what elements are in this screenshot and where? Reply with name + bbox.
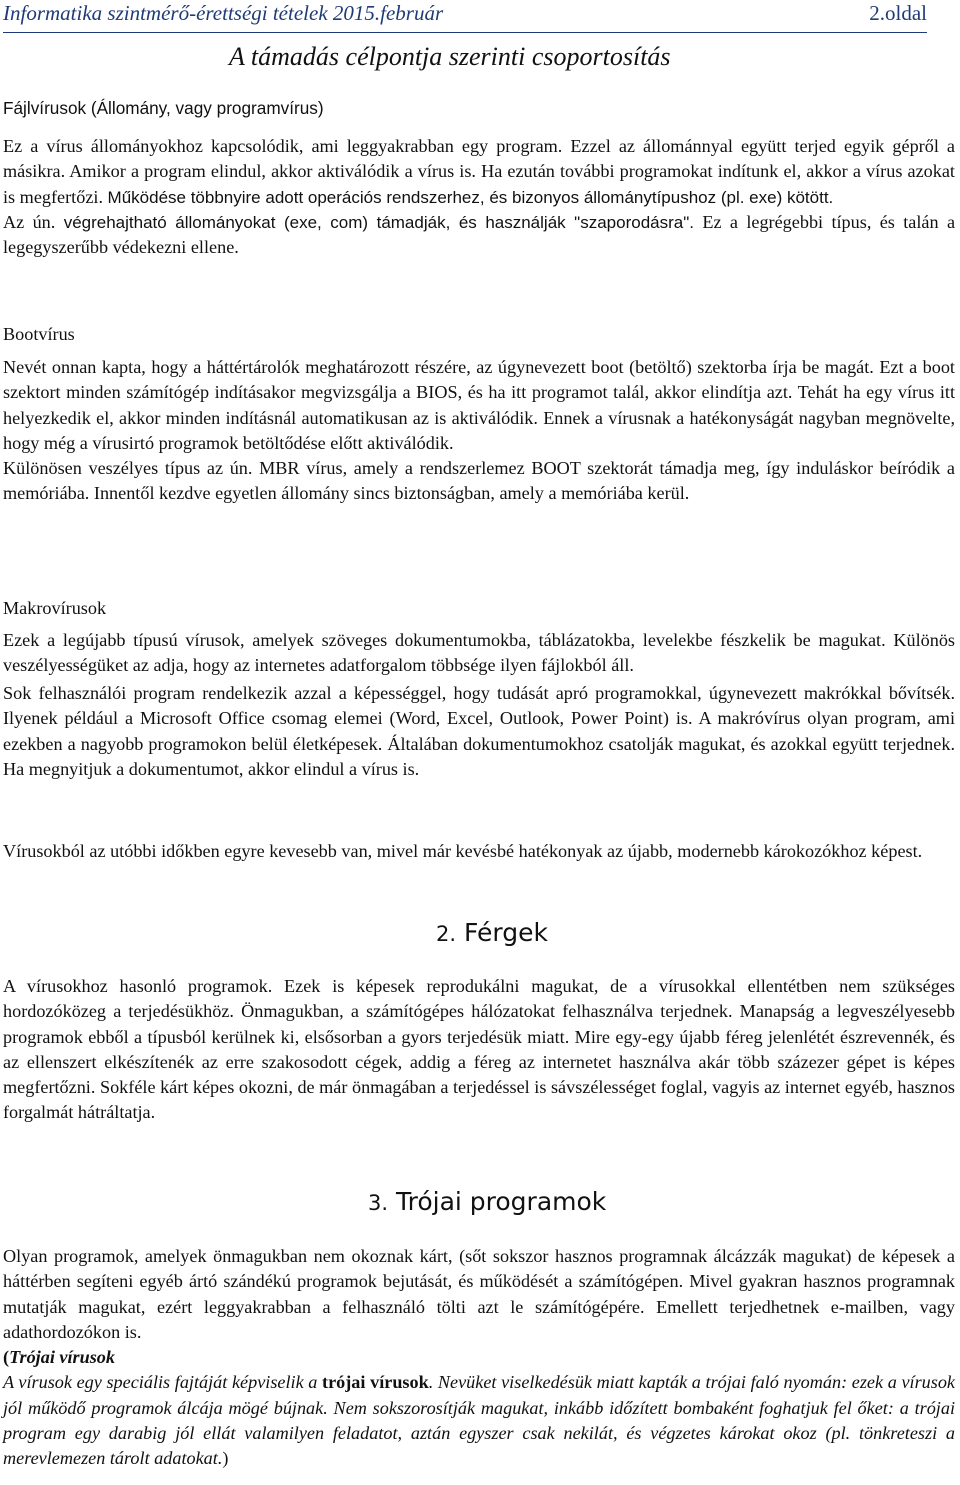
file-virus-body — [3, 134, 955, 260]
header-divider — [3, 32, 927, 33]
trojans-body — [3, 1244, 955, 1472]
macro-virus-paragraph-3: Vírusokból az utóbbi időkben egyre kevesebb van, mivel már kevésbé hatékonyak az újabb, modernebb károkozókhoz képest. — [3, 841, 923, 861]
file-virus-heading: Fájlvírusok (Állomány, vagy programvírus) — [3, 98, 324, 118]
trojans-subheading-text: Trójai vírusok — [9, 1347, 115, 1368]
header-title: Informatika szintmérő-érettségi tételek 2015.február — [3, 1, 444, 25]
macro-virus-body — [3, 628, 955, 679]
boot-virus-paragraph-2: Különösen veszélyes típus az ún. MBR vírus, amely a rendszerlemez BOOT szektorát támadja meg, így induláskor beíródik a memóriába. Innentől kezdve egyetlen állomány sincs biztonságban, amely a memóriába kerül. — [3, 458, 955, 504]
worms-title: Férgek — [464, 918, 548, 947]
trojans-number: 3. — [368, 1191, 389, 1215]
file-virus-text-1-sans: Működése többnyire adott operációs rendszerhez, és bizonyos állománytípushoz (pl. exe) kötött. — [107, 187, 834, 207]
trojans-text-2b: . Nevüket viselkedésük miatt kapták a trójai faló nyomán: ezek a vírusok jól működő programok álcája mögé bújnak. Nem sokszorosítják magukat, inkább időzített bombaként foghatjuk fel őket: a trójai program egy darabig jól ellát valamilyen feladatot, aztán egyszer csak nekilát, és végzetes károkat okoz (pl. tönkreteszi a merevlemezen tárolt adatokat. — [3, 1372, 955, 1469]
file-virus-paragraph-2 — [3, 210, 955, 261]
file-virus-text-2-sans: végrehajtható állományokat (exe, com) támadják, és használják "szaporodásra". — [63, 212, 694, 232]
macro-virus-paragraph-1: Ezek a legújabb típusú vírusok, amelyek szöveges dokumentumokba, táblázatokba, levelekbe fészkelik be magukat. Különös veszélyességüket az adja, hogy az internetes adatforgalom többsége ilyen fájlokból áll. — [3, 630, 955, 676]
trojans-paragraph-2 — [3, 1370, 955, 1471]
boot-virus-section — [3, 322, 955, 347]
macro-virus-paragraph-2: Sok felhasználói program rendelkezik azzal a képességgel, hogy tudását apró programokkal, úgynevezett makrókkal bővítsék. Ilyenek például a Microsoft Office csomag elemei (Word, Excel, Outlook, Power Point) is. A makróvírus olyan program, ami ezekben a nagyobb programokon belül életképesek. Általában dokumentumokhoz csatolják magukat, és azokkal együtt terjednek. Ha megnyitjuk a dokumentumot, akkor elindul a vírus is. — [3, 683, 955, 779]
trojans-text-2-close: ) — [222, 1448, 229, 1469]
worms-body — [3, 974, 955, 1126]
trojans-title: Trójai programok — [396, 1187, 607, 1216]
trojans-subheading-open: ( — [3, 1347, 10, 1368]
trojans-paragraph-1: Olyan programok, amelyek önmagukban nem okoznak kárt, (sőt sokszor hasznos programnak álcázzák magukat) de képesek a háttérben segíteni egyéb ártó szándékú programok bejutását, és működését a számítógépen. Mivel gyakran hasznos programnak mutatják magukat, ezért leggyakrabban a felhasználó tölti azt le számítógépére. Emellett terjedhetnek e-mailben, vagy adathordozókon is. — [3, 1246, 955, 1342]
header-page-number: 2.oldal — [869, 1, 927, 25]
file-virus-text-1: Ez a vírus állományokhoz kapcsolódik, ami leggyakrabban egy program. Ezzel az állománnyal együtt terjed egyik gépről a másikra. Amikor a program elindul, akkor aktiválódik a vírus is. Ha ezután további programokat indítunk el, akkor a vírus azokat is megfertőzi. — [3, 136, 955, 207]
trojans-text-2-bold: trójai vírusok — [322, 1372, 429, 1393]
file-virus-section — [3, 96, 955, 121]
page-title: A támadás célpontja szerinti csoportosítás — [229, 42, 671, 71]
boot-virus-heading: Bootvírus — [3, 324, 75, 344]
worms-heading — [436, 918, 548, 947]
macro-virus-section — [3, 596, 955, 621]
trojans-heading — [368, 1187, 606, 1216]
macro-virus-heading: Makrovírusok — [3, 598, 107, 618]
worms-paragraph-1: A vírusokhoz hasonló programok. Ezek is képesek reprodukálni magukat, de a vírusokkal ellentétben nem szükséges hordozóközeg a terjedésükhöz. Önmagukban, a számítógépes hálózatokat felhasználva terjednek. Manapság a legveszélyesebb programok ebből a típusból kerülnek ki, elsősorban a gyors terjedésük miatt. Mire egy-egy újabb féreg jelenlétét észrevennék, és az ellenszert elkészítenék az erre szakosodott cégek, addig a féreg az internetet használva akár több százezer gépet is képes megfertőzni. Sokféle kárt képes okozni, de már önmagában a terjedéssel is sávszélességet foglal, vagyis az internet egyéb, hasznos forgalmát hátráltatja. — [3, 976, 955, 1123]
boot-virus-body — [3, 355, 955, 507]
trojans-text-2a: A vírusok egy speciális fajtáját képviselik a — [3, 1372, 318, 1393]
macro-virus-body-2 — [3, 681, 955, 782]
trojans-subheading — [3, 1345, 955, 1370]
boot-virus-paragraph-1: Nevét onnan kapta, hogy a háttértárolók meghatározott részére, az úgynevezett boot (betöltő) szektorba írja be magát. Ezt a boot szektort minden számítógép indításakor megvizsgálja a BIOS, és ha itt programot talál, akkor elindítja azt. Tehát ha egy vírus itt helyezkedik el, akkor minden indításnál automatikusan az is aktiválódik. Ennek a vírusnak a hatékonyságát nagyban megnövelte, hogy még a vírusirtó programok betöltődése előtt aktiválódik. — [3, 357, 955, 453]
macro-virus-body-3 — [3, 839, 955, 864]
worms-number: 2. — [436, 922, 457, 946]
file-virus-text-2a: Az ún. — [3, 211, 56, 232]
file-virus-paragraph-1 — [3, 134, 955, 210]
file-virus-text-2b: Ez a legrégebbi típus, és talán a legegyszerűbb védekezni ellene. — [3, 211, 956, 258]
